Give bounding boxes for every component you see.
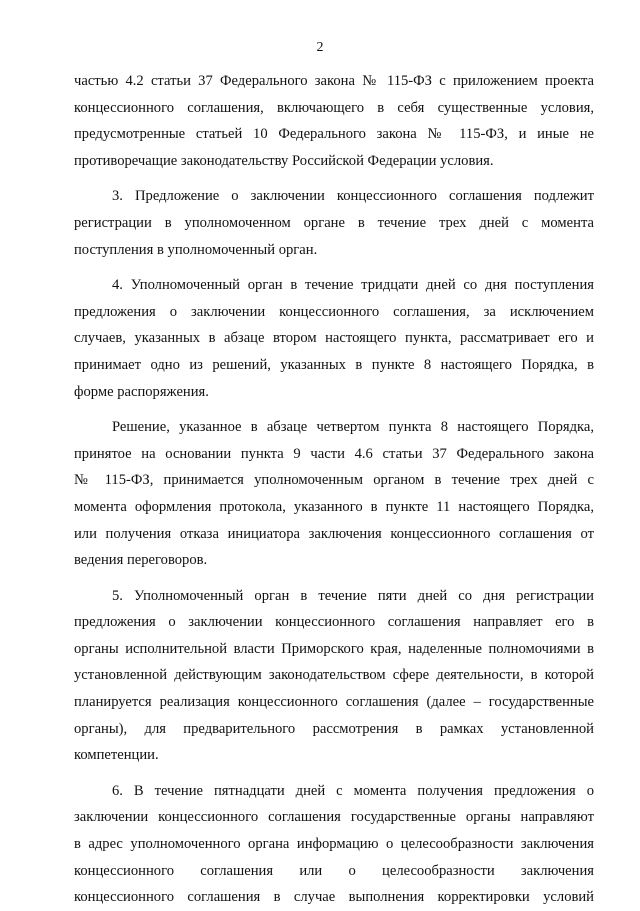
text-line: 4. Уполномоченный орган в течение тридцати дней со дня поступления — [112, 277, 594, 294]
paragraph-cont — [74, 68, 594, 174]
text-line: частью 4.2 статьи 37 Федерального закона № 115-ФЗ с приложением проекта — [74, 73, 594, 89]
text-line: установленной действующим законодательством сфере деятельности, в которой — [74, 667, 594, 684]
document-body — [74, 68, 594, 911]
text-line: момента оформления протокола, указанного в пункте 11 настоящего Порядка, — [74, 498, 594, 515]
text-line: концессионного соглашения или о целесообразности заключения — [74, 862, 594, 879]
text-line: 3. Предложение о заключении концессионного соглашения подлежит — [112, 188, 594, 205]
text-line: случаев, указанных в абзаце втором настоящего пункта, рассматривает его и — [74, 330, 594, 347]
paragraph-p3 — [74, 183, 594, 263]
text-line: принимает одно из решений, указанных в пункте 8 настоящего Порядка, в — [74, 356, 594, 373]
text-line: концессионного соглашения, включающего в себя существенные условия, — [74, 99, 594, 116]
text-line: поступления в уполномоченный орган. — [74, 241, 318, 258]
text-line: Решение, указанное в абзаце четвертом пункта 8 настоящего Порядка, — [112, 419, 594, 436]
text-line: противоречащие законодательству Российской Федерации условия. — [74, 152, 494, 169]
text-line: предложения о заключении концессионного соглашения направляет его в — [74, 614, 594, 631]
text-line: концессионного соглашения в случае выполнения корректировки условий — [74, 889, 594, 906]
page-number: 2 — [316, 40, 324, 55]
text-line: органы), для предварительного рассмотрения в рамках установленной — [74, 720, 594, 737]
text-line: предложения о заключении концессионного соглашения, за исключением — [74, 303, 594, 320]
paragraph-p4b — [74, 414, 594, 574]
text-line: компетенции. — [74, 747, 159, 764]
text-line: заключении концессионного соглашения государственные органы направляют — [74, 809, 594, 826]
text-line: регистрации в уполномоченном органе в течение трех дней с момента — [74, 214, 594, 231]
text-line: в адрес уполномоченного органа информацию о целесообразности заключения — [74, 836, 594, 853]
text-line: 6. В течение пятнадцати дней с момента получения предложения о — [112, 782, 594, 799]
paragraph-p5 — [74, 583, 594, 769]
text-line: или получения отказа инициатора заключения концессионного соглашения от — [74, 525, 594, 542]
text-line: № 115-ФЗ, принимается уполномоченным органом в течение трех дней с — [74, 472, 594, 489]
paragraph-p4 — [74, 272, 594, 405]
text-line: предусмотренные статьей 10 Федерального закона № 115-ФЗ, и иные не — [74, 126, 594, 143]
paragraph-p6 — [74, 778, 594, 911]
text-line: планируется реализация концессионного соглашения (далее – государственные — [74, 694, 594, 711]
text-line: ведения переговоров. — [74, 552, 208, 569]
text-line: форме распоряжения. — [74, 383, 209, 400]
text-line: органы исполнительной власти Приморского края, наделенные полномочиями в — [74, 640, 594, 657]
text-line: 5. Уполномоченный орган в течение пяти дней со дня регистрации — [112, 587, 594, 604]
text-line: принятое на основании пункта 9 части 4.6 статьи 37 Федерального закона — [74, 445, 594, 462]
